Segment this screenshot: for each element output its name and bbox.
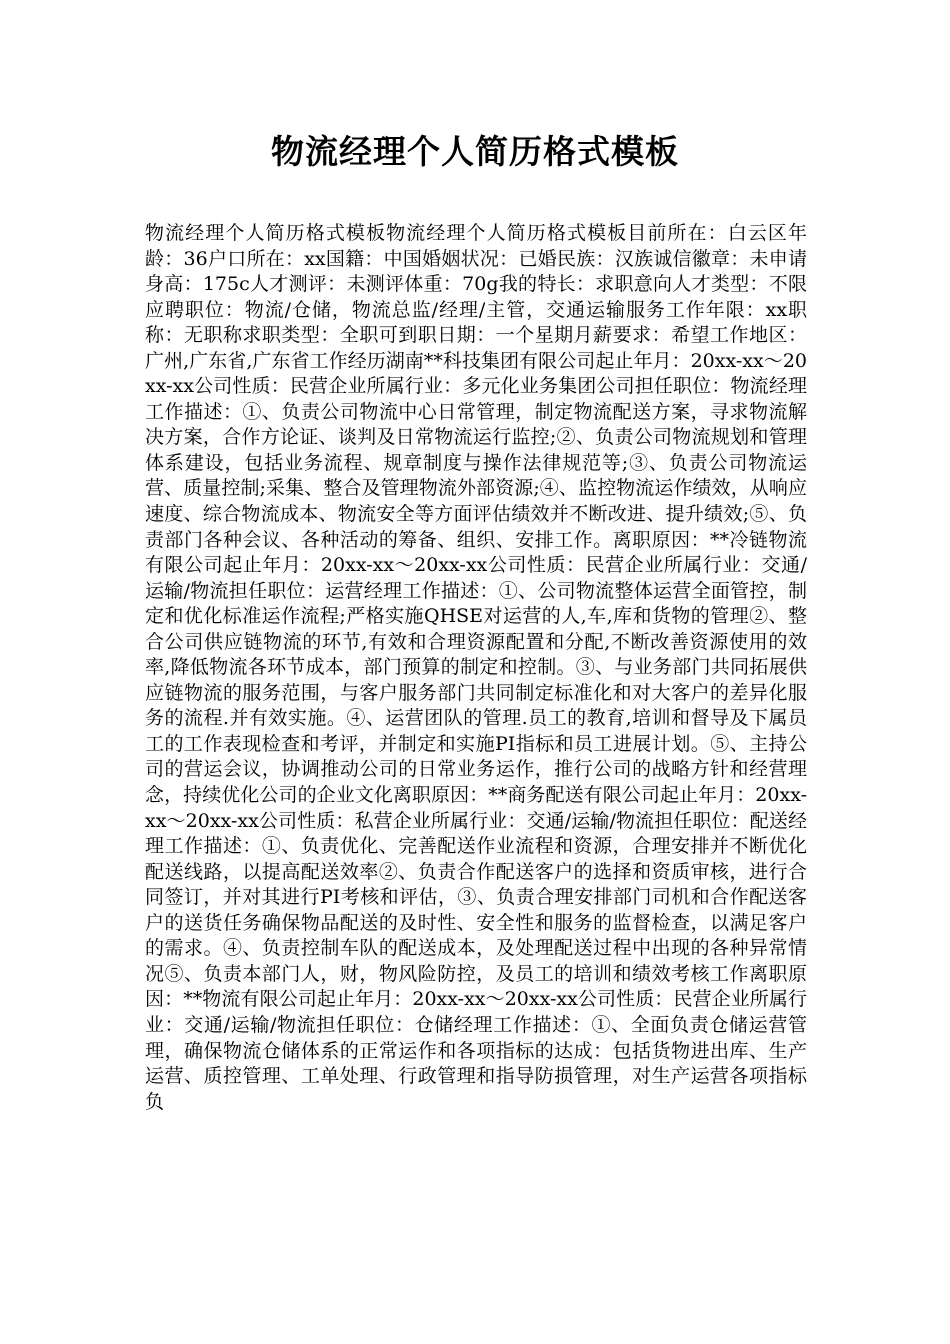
document-body-text: 物流经理个人简历格式模板物流经理个人简历格式模板目前所在：白云区年龄：36户口所在：xx国籍：中国婚姻状况：已婚民族：汉族诚信徽章：未申请身高：175c人才测评：未测评体重：70g我的特长：求职意向人才类型：不限应聘职位：物流/仓储，物流总监/经理/主管，交通运输服务工作年限：xx职称：无职称求职类型：全职可到职日期：一个星期月薪要求：希望工作地区：广州,广东省,广东省工作经历湖南**科技集团有限公司起止年月：20xx-xx～20xx-xx公司性质：民营企业所属行业：多元化业务集团公司担任职位：物流经理工作描述：①、负责公司物流中心日常管理，制定物流配送方案，寻求物流解决方案，合作方论证、谈判及日常物流运行监控;②、负责公司物流规划和管理体系建设，包括业务流程、规章制度与操作法律规范等;③、负责公司物流运营、质量控制;采集、整合及管理物流外部资源;④、监控物流运作绩效，从响应速度、综合物流成本、物流安全等方面评估绩效并不断改进、提升绩效;⑤、负责部门各种会议、各种活动的筹备、组织、安排工作。离职原因：**冷链物流有限公司起止年月：20xx-xx～20xx-xx公司性质：民营企业所属行业：交通/运输/物流担任职位：运营经理工作描述：①、公司物流整体运营全面管控，制定和优化标准运作流程;严格实施QHSE对运营的人,车,库和货物的管理②、整合公司供应链物流的环节,有效和合理资源配置和分配,不断改善资源使用的效率,降低物流各环节成本，部门预算的制定和控制。③、与业务部门共同拓展供应链物流的服务范围，与客户服务部门共同制定标准化和对大客户的差异化服务的流程.并有效实施。④、运营团队的管理.员工的教育,培训和督导及下属员工的工作表现检查和考评，并制定和实施PI指标和员工进展计划。⑤、主持公司的营运会议，协调推动公司的日常业务运作，推行公司的战略方针和经营理念，持续优化公司的企业文化离职原因：**商务配送有限公司起止年月：20xx-xx～20xx-xx公司性质：私营企业所属行业：交通/运输/物流担任职位：配送经理工作描述：①、负责优化、完善配送作业流程和资源，合理安排并不断优化配送线路，以提高配送效率②、负责合作配送客户的选择和资质审核，进行合同签订，并对其进行PI考核和评估，③、负责合理安排部门司机和合作配送客户的送货任务确保物品配送的及时性、安全性和服务的监督检查，以满足客户的需求。④、负责控制车队的配送成本，及处理配送过程中出现的各种异常情况⑤、负责本部门人，财，物风险防控，及员工的培训和绩效考核工作离职原因：**物流有限公司起止年月：20xx-xx～20xx-xx公司性质：民营企业所属行业：交通/运输/物流担任职位：仓储经理工作描述：①、全面负责仓储运营管理，确保物流仓储体系的正常运作和各项指标的达成：包括货物进出库、生产运营、质控管理、工单处理、行政管理和指导防损管理，对生产运营各项指标负 xyxy=(145,222,807,1113)
document-title: 物流经理个人简历格式模板 xyxy=(271,132,679,171)
